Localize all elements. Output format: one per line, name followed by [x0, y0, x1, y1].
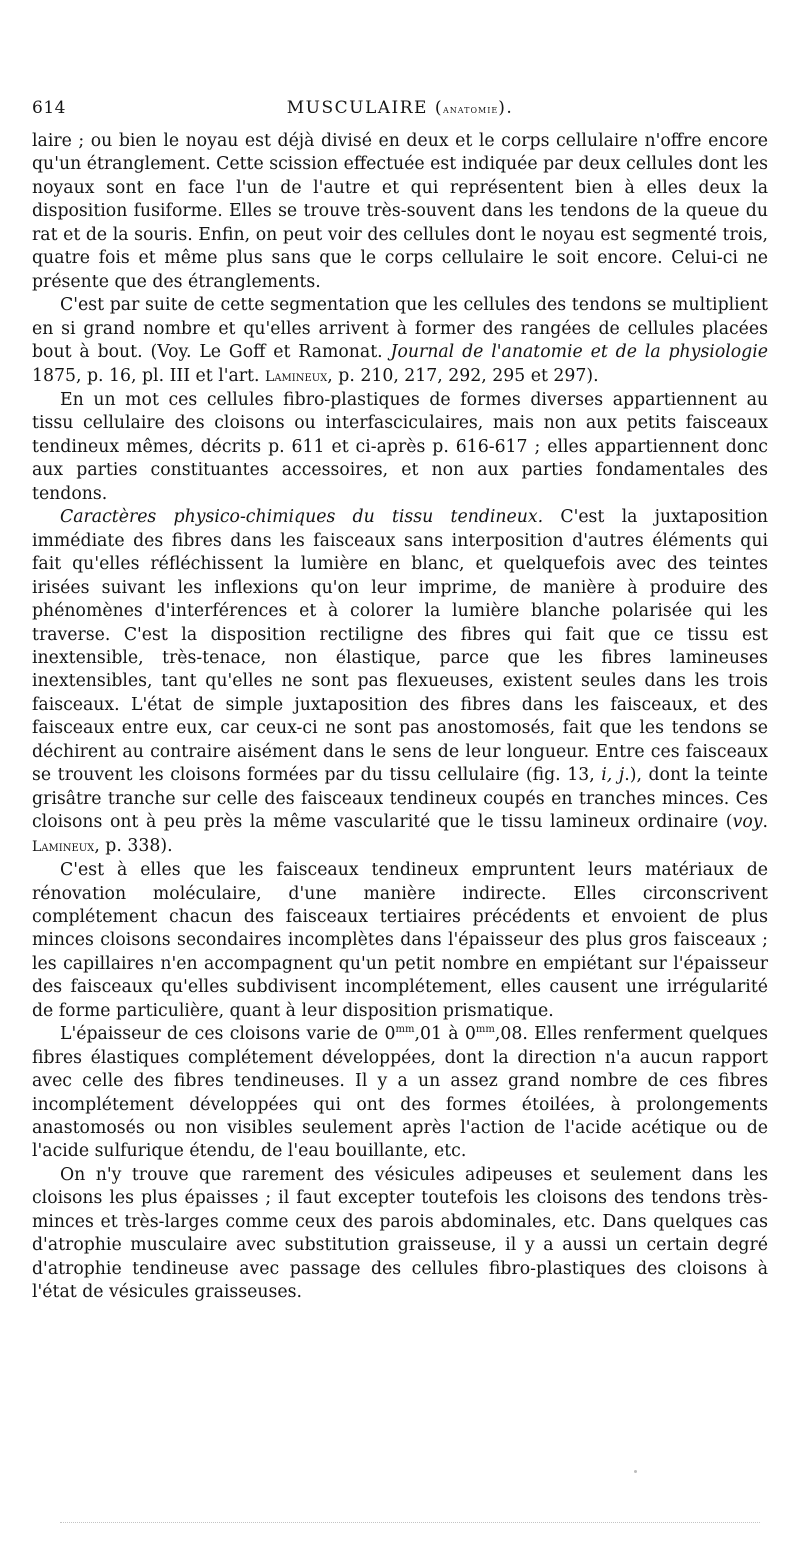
paragraph-segmentation: [32, 294, 768, 389]
section-heading: Caractères physico-chimiques du tissu tendineux.: [60, 507, 544, 528]
paper-speck: [634, 1470, 637, 1473]
paragraph-continuation: laire ; ou bien le noyau est déjà divisé en deux et le corps cellulaire n'offre encore qu'un étranglement. Cette scission effectuée est indiquée par deux cellules dont les noyaux sont en face l'un de l'autre et qui représentent bien à elles deux la disposition fusiforme. Elles se trouve très-souvent dans les tendons de la queue du rat et de la souris. Enfin, on peut voir des cellules dont le noyau est segmenté trois, quatre fois et même plus sans que le corps cellulaire le soit encore. Celui-ci ne présente que des étranglements.: [32, 131, 768, 292]
text-body: [32, 130, 768, 1305]
paragraph-physico-chemical: [32, 506, 768, 859]
paragraph-adipose: On n'y trouve que rarement des vésicules adipeuses et seulement dans les cloisons les plus épaisses ; il faut excepter toutefois les cloisons des tendons très-minces et très-larges comme ceux des parois abdominales, etc. Dans quelques cas d'atrophie musculaire avec substitution graisseuse, il y a aussi un certain degré d'atrophie tendineuse avec passage des cellules fibro-plastiques des cloisons à l'état de vésicules graisseuses.: [32, 1164, 768, 1303]
paragraph-fibroplastic-cells: En un mot ces cellules fibro-plastiques de formes diverses appartiennent au tissu cellulaire des cloisons ou interfasciculaires, mais non aux petits faisceaux tendineux mêmes, décrits p. 611 et ci-après p. 616-617 ; elles appartiennent donc aux parties constituantes accessoires, et non aux parties fondamentales des tendons.: [32, 389, 768, 504]
running-title-section: anatomie: [443, 103, 499, 116]
unit-superscript: mm: [395, 1024, 415, 1036]
paragraph-text: ,08. Elles renferment quelques fibres élastiques complétement développées, dont la direction n'a aucun rapport avec celle des fibres tendineuses. Il y a un assez grand nombre de ces fibres incomplétement développées qui ont des formes étoilées, à prolongements anastomosés ou non visibles seulement après l'action de l'acide acétique ou de l'acide sulfurique étendu, de l'eau bouillante, etc.: [32, 1024, 768, 1162]
journal-title: Journal de l'anatomie et de la physiologie: [390, 342, 768, 363]
running-title-main: MUSCULAIRE (: [286, 98, 443, 118]
page-number: 614: [32, 98, 66, 118]
paragraph-text: C'est la juxtaposition immédiate des fibres dans les faisceaux sans interposition d'autres éléments qui fait qu'elles réfléchissent la lumière en blanc, et quelquefois avec des teintes irisées suivant les inflexions qu'on leur imprime, de manière à produire des phénomènes d'interférences et à colorer la lumière blanche polarisée qui les traverse. C'est la disposition rectiligne des fibres qui fait que ce tissu est inextensible, très-tenace, non élastique, parce que les fibres lamineuses inextensibles, tant qu'elles ne sont pas flexueuses, existent seules dans les trois faisceaux. L'état de simple juxtaposition des fibres dans les faisceaux, et des faisceaux entre eux, car ceux-ci ne sont pas anostomosés, fait que les tendons se déchirent au contraire aisément dans le sens de leur longueur. Entre ces faisceaux se trouvent les cloisons formées par du tissu cellulaire (fig. 13,: [32, 507, 768, 786]
running-title-end: ).: [498, 98, 514, 118]
voy-abbrev: voy: [732, 812, 763, 833]
unit-superscript: mm: [475, 1024, 495, 1036]
cross-reference: Lamineux: [32, 838, 95, 855]
figure-reference: i, j: [601, 765, 625, 786]
paragraph-renovation: C'est à elles que les faisceaux tendineux empruntent leurs matériaux de rénovation moléculaire, d'une manière indirecte. Elles circonscrivent complétement chacun des faisceaux tertiaires précédents et envoient de plus minces cloisons secondaires incomplètes dans l'épaisseur des plus gros faisceaux ; les capillaires n'en accompagnent qu'un petit nombre en empiétant sur l'épaisseur des faisceaux qu'elles subdivisent incomplétement, elles causent une irrégularité de forme particulière, quant à leur disposition prismatique.: [32, 860, 768, 1021]
paragraph-text: , p. 338).: [94, 835, 173, 856]
paragraph-text: .: [762, 812, 768, 833]
paragraph-text: , p. 210, 217, 292, 295 et 297).: [327, 365, 599, 386]
paragraph-text: C'est par suite de cette segmentation que les cellules des tendons se multiplient en si grand nombre et qu'elles arrivent à former des rangées de cellules placées bout à bout. (Voy. Le Goff et Ramonat.: [32, 295, 768, 363]
bottom-scan-artifact: [60, 1522, 760, 1525]
paragraph-text: 1875, p. 16, pl. III et l'art.: [32, 365, 265, 386]
paragraph-thickness: [32, 1023, 768, 1164]
paragraph-text: .), dont la teinte grisâtre tranche sur celle des faisceaux tendineux coupés en tranches minces. Ces cloisons ont à peu près la même vascularité que le tissu lamineux ordinaire (: [32, 765, 768, 833]
paragraph-text: ,01 à 0: [414, 1024, 476, 1045]
paragraph-text: L'épaisseur de ces cloisons varie de 0: [60, 1024, 396, 1045]
running-head: [32, 98, 768, 122]
cross-reference: Lamineux: [264, 368, 328, 385]
running-title: [32, 98, 768, 118]
